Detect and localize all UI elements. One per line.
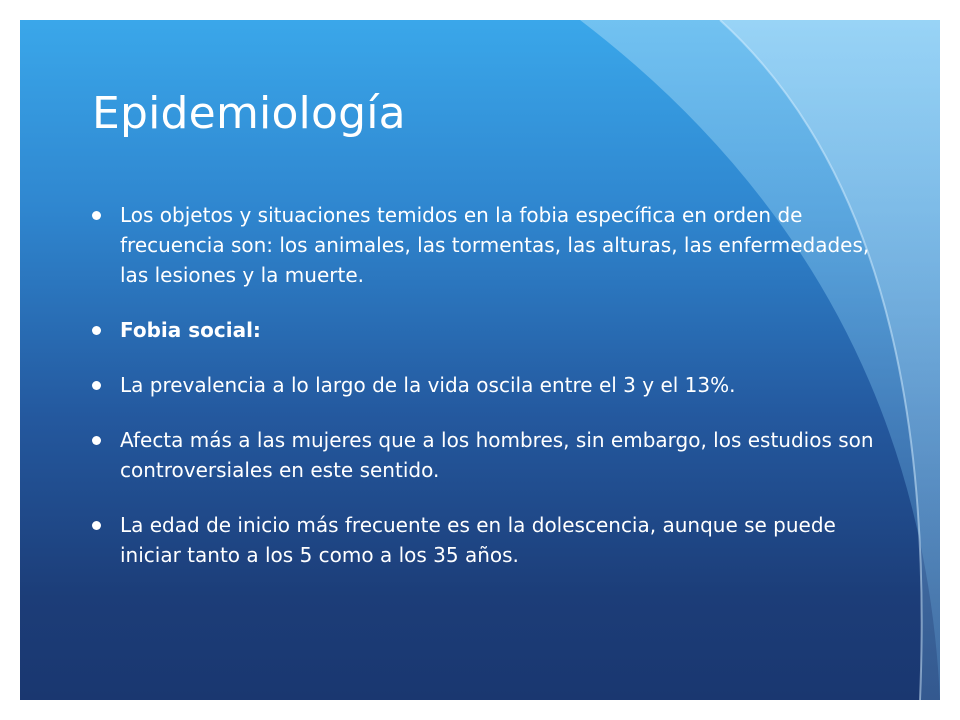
bullet-item	[92, 315, 892, 345]
bullet-dot-icon	[92, 326, 101, 335]
bullet-list	[92, 200, 892, 595]
bullet-text: La prevalencia a lo largo de la vida oscila entre el 3 y el 13%.	[120, 373, 736, 397]
bullet-item	[92, 200, 892, 290]
bullet-item	[92, 425, 892, 485]
slide-title: Epidemiología	[92, 88, 406, 139]
bullet-item	[92, 510, 892, 570]
bullet-text: Los objetos y situaciones temidos en la fobia específica en orden de frecuencia son: los animales, las tormentas, las alturas, las enfermedades, las lesiones y la muerte.	[120, 203, 870, 287]
bullet-item	[92, 370, 892, 400]
bullet-dot-icon	[92, 381, 101, 390]
bullet-dot-icon	[92, 211, 101, 220]
bullet-text: La edad de inicio más frecuente es en la dolescencia, aunque se puede iniciar tanto a los 5 como a los 35 años.	[120, 513, 836, 567]
slide	[20, 20, 940, 700]
bullet-text: Fobia social:	[120, 318, 261, 342]
bullet-dot-icon	[92, 521, 101, 530]
bullet-text: Afecta más a las mujeres que a los hombres, sin embargo, los estudios son controversiales en este sentido.	[120, 428, 874, 482]
bullet-dot-icon	[92, 436, 101, 445]
